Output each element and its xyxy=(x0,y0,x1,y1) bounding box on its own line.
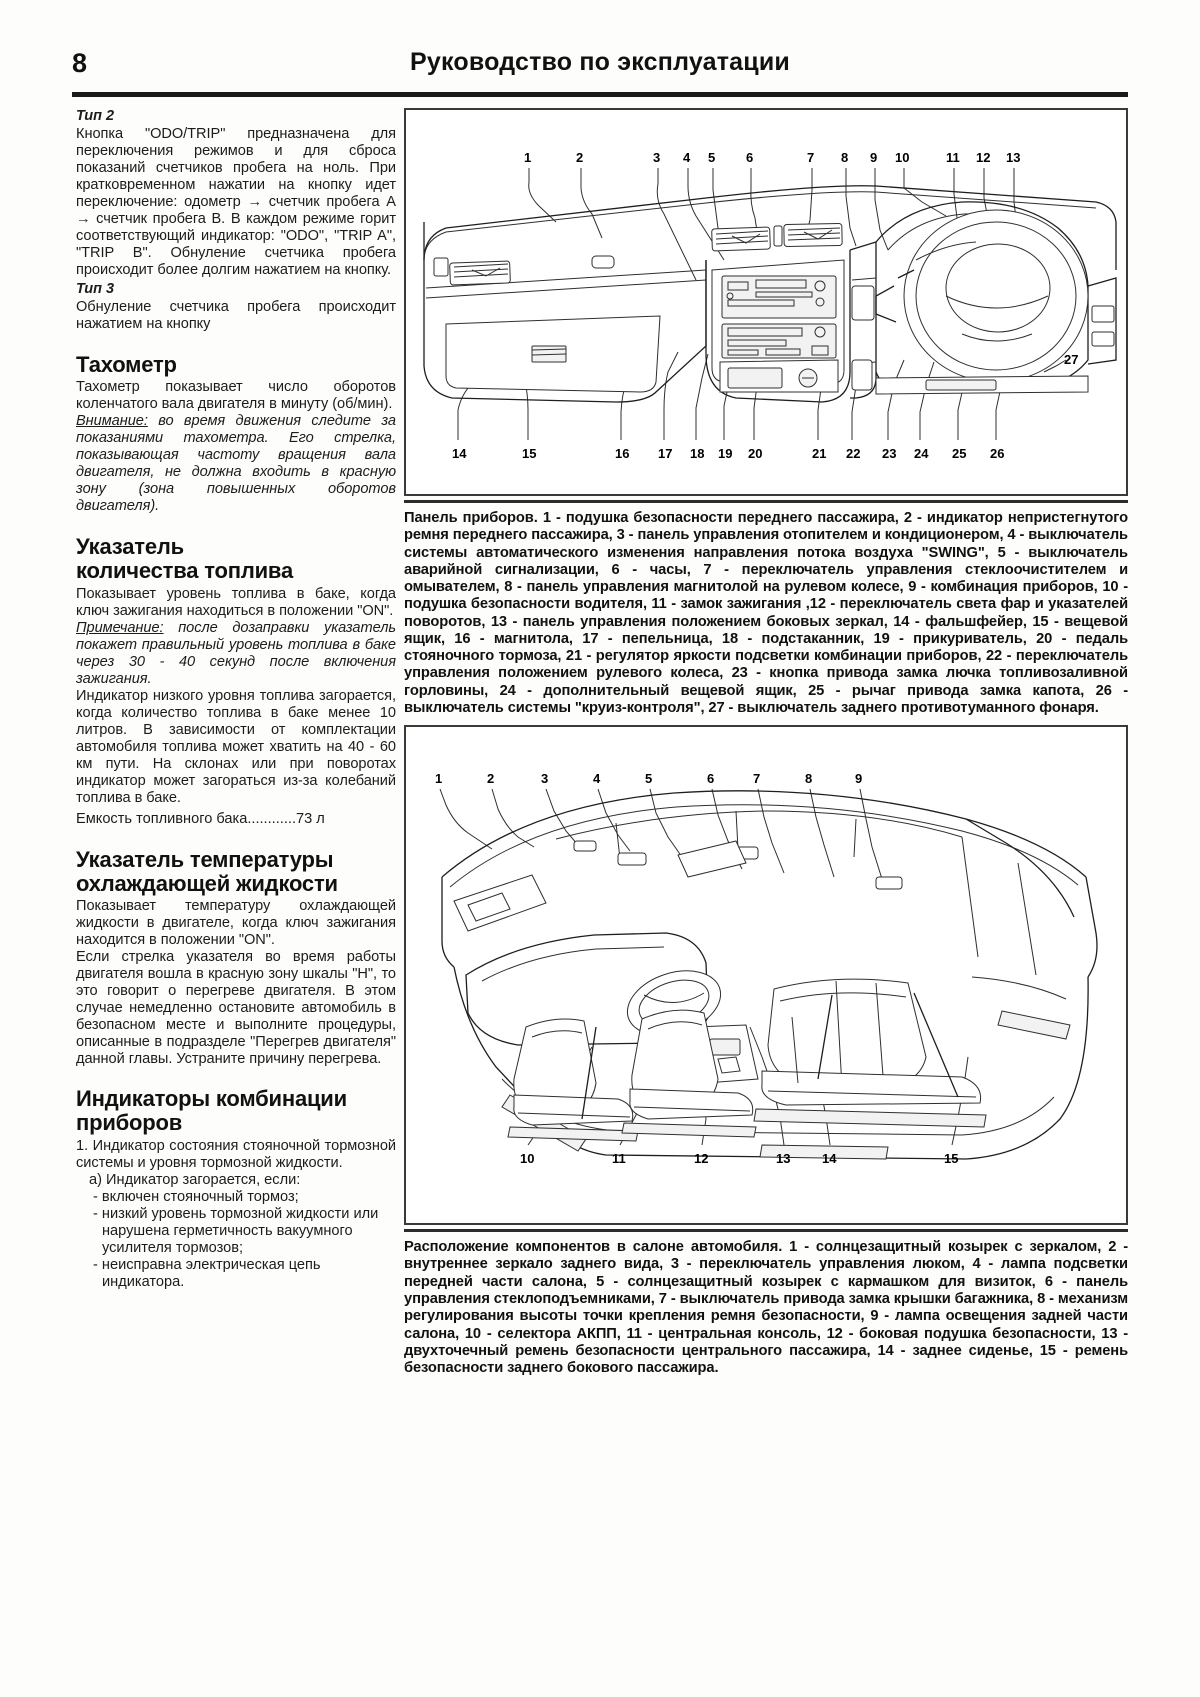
page-header xyxy=(72,48,1128,98)
fuel-gauge-note-text: после дозаправки указатель покажет правильный уровень топлива в баке через 30 - 40 секунд после включения зажигания. xyxy=(76,619,396,687)
interior-callout-15: 15 xyxy=(944,1151,959,1167)
interior-callout-12: 12 xyxy=(694,1151,709,1167)
interior-callout-10: 10 xyxy=(520,1151,535,1167)
right-figure-column xyxy=(404,108,1128,1558)
dashboard-callout-17: 17 xyxy=(658,446,673,461)
fuel-gauge-note-label: Примечание: xyxy=(76,619,164,636)
coolant-gauge-paragraph-2: Если стрелка указателя во время работы двигателя вошла в красную зону шкалы "H", то это говорит о перегреве двигателя. В этом случае немедленно остановите автомобиль в безопасном месте и выполните процедуры, описанные в подразделе "Перегрев двигателя" данной главы. Устраните причину перегрева. xyxy=(76,949,396,1068)
figure-dashboard xyxy=(404,108,1128,496)
coolant-gauge-heading xyxy=(76,848,396,896)
dashboard-callout-22: 22 xyxy=(846,446,861,461)
indicators-heading-line1: Индикаторы комбинации xyxy=(76,1086,347,1112)
dashboard-callout-26: 26 xyxy=(990,446,1005,461)
dashboard-callout-11: 11 xyxy=(946,150,960,165)
fuel-gauge-note xyxy=(76,620,396,688)
dashboard-callout-21: 21 xyxy=(812,446,827,461)
interior-illustration xyxy=(406,727,1126,1223)
dashboard-callout-7: 7 xyxy=(807,150,815,165)
dashboard-callout-27: 27 xyxy=(1064,352,1079,367)
indicators-item-1: 1. Индикатор состояния стояночной тормозной системы и уровня тормозной жидкости. xyxy=(76,1137,396,1171)
dashboard-callout-10: 10 xyxy=(895,150,910,165)
interior-callout-6: 6 xyxy=(707,771,715,787)
indicators-item-1a: а) Индикатор загорается, если: xyxy=(89,1171,301,1188)
interior-callout-4: 4 xyxy=(593,771,601,787)
type2-heading: Тип 2 xyxy=(76,108,115,124)
interior-callout-3: 3 xyxy=(541,771,549,787)
tachometer-heading: Тахометр xyxy=(76,351,177,377)
interior-caption-divider xyxy=(404,1229,1128,1232)
interior-callout-14: 14 xyxy=(822,1151,837,1167)
dashboard-callout-9: 9 xyxy=(870,150,878,165)
page-number: 8 xyxy=(72,48,88,78)
coolant-gauge-paragraph: Показывает температуру охлаждающей жидкости в двигателе, когда ключ зажигания находится в положении "ON". xyxy=(76,898,396,949)
tachometer-note-label: Внимание: xyxy=(76,413,148,430)
interior-callout-8: 8 xyxy=(805,771,813,787)
fuel-gauge-paragraph-2: Индикатор низкого уровня топлива загорается, когда количество топлива в баке менее 10 литров. В зависимости от комплектации автомобиля топлива может хватить на 40 - 60 км пути. На склонах или при поворотах индикатор может загораться из-за колебаний топлива в баке. xyxy=(76,687,396,806)
dashboard-callout-3: 3 xyxy=(653,150,661,165)
dashboard-callout-20: 20 xyxy=(748,446,763,461)
tachometer-note-text: во время движения следите за показаниями тахометра. Его стрелка, показывающая частоту вращения вала двигателя, не должна входить в красную зону (зона повышенных оборотов двигателя). xyxy=(76,413,396,515)
dashboard-callout-5: 5 xyxy=(708,150,716,165)
dashboard-caption-divider xyxy=(404,500,1128,503)
fuel-gauge-heading xyxy=(76,535,396,583)
indicators-heading xyxy=(76,1087,396,1135)
header-divider xyxy=(72,92,1128,97)
dashboard-callout-6: 6 xyxy=(746,150,754,165)
interior-callout-2: 2 xyxy=(487,771,495,787)
dashboard-callout-24: 24 xyxy=(914,446,929,461)
coolant-gauge-heading-line2: охлаждающей жидкости xyxy=(76,870,338,896)
coolant-gauge-heading-line1: Указатель температуры xyxy=(76,846,334,872)
interior-callout-1: 1 xyxy=(435,771,443,787)
indicators-bullet-2: - низкий уровень тормозной жидкости или нарушена герметичность вакуумного усилителя тормозов; xyxy=(93,1205,379,1256)
interior-callout-7: 7 xyxy=(753,771,761,787)
tachometer-paragraph: Тахометр показывает число оборотов коленчатого вала двигателя в минуту (об/мин). xyxy=(76,379,396,413)
figure-interior xyxy=(404,725,1128,1225)
page-title: Руководство по эксплуатации xyxy=(410,48,790,76)
dashboard-callout-8: 8 xyxy=(841,150,849,165)
fuel-gauge-paragraph: Показывает уровень топлива в баке, когда ключ зажигания находиться в положении "ON". xyxy=(76,585,396,619)
fuel-capacity-label: Емкость топливного бака xyxy=(76,810,248,827)
dashboard-callout-16: 16 xyxy=(615,446,630,461)
fuel-capacity-value: 73 л xyxy=(296,810,325,827)
dashboard-callout-19: 19 xyxy=(718,446,733,461)
interior-caption: Расположение компонентов в салоне автомобиля. 1 - солнцезащитный козырек с зеркалом, 2 - внутреннее зеркало заднего вида, 3 - переключатель управления люком, 4 - лампа подсветки передней части салона, 5 - солнцезащитный козырек с кармашком для визиток, 6 - панель управления стеклоподъемниками, 7 - выключатель привода замка крышки багажника, 8 - механизм регулирования высоты точки крепления ремня безопасности, 9 - лампа освещения задней части салона, 10 - селектора АКПП, 11 - центральная консоль, 12 - боковая подушка безопасности, 13 - двухточечный ремень безопасности центрального пассажира, 14 - заднее сиденье, 15 - ремень безопасности заднего бокового пассажира. xyxy=(404,1239,1128,1377)
left-text-column xyxy=(76,108,396,1528)
fuel-capacity-line xyxy=(76,811,396,828)
dashboard-callout-18: 18 xyxy=(690,446,705,461)
dashboard-callout-1: 1 xyxy=(524,150,532,165)
indicators-bullet-1: - включен стояночный тормоз; xyxy=(93,1188,299,1205)
interior-callout-5: 5 xyxy=(645,771,653,787)
dashboard-callout-2: 2 xyxy=(576,150,584,165)
indicators-heading-line2: приборов xyxy=(76,1110,183,1136)
dashboard-callout-25: 25 xyxy=(952,446,967,461)
dashboard-callout-23: 23 xyxy=(882,446,897,461)
dashboard-callout-15: 15 xyxy=(522,446,537,461)
tachometer-note xyxy=(76,413,396,515)
dashboard-illustration xyxy=(406,110,1126,494)
interior-callout-9: 9 xyxy=(855,771,863,787)
fuel-gauge-heading-line2: количества топлива xyxy=(76,558,294,584)
type3-paragraph: Обнуление счетчика пробега происходит нажатием на кнопку xyxy=(76,298,396,332)
type2-paragraph: Кнопка "ODO/TRIP" предназначена для переключения режимов и для сброса показаний счетчиков пробега на ноль. При кратковременном нажатии на кнопку идет переключение: одометр → счетчик пробега А → счетчик пробега В. В каждом режиме горит соответствующий индикатор: "ODO", "TRIP A", "TRIP B". Обнуление счетчика пробега происходит более долгим нажатием на кнопку. xyxy=(76,125,396,278)
dashboard-callout-13: 13 xyxy=(1006,150,1021,165)
indicators-bullet-3: - неисправна электрическая цепь индикатора. xyxy=(93,1256,321,1290)
dashboard-callout-4: 4 xyxy=(683,150,691,165)
dashboard-callout-12: 12 xyxy=(976,150,991,165)
dashboard-callout-14: 14 xyxy=(452,446,467,461)
interior-callout-11: 11 xyxy=(612,1151,626,1167)
type3-heading: Тип 3 xyxy=(76,280,115,297)
interior-callout-13: 13 xyxy=(776,1151,791,1167)
fuel-gauge-heading-line1: Указатель xyxy=(76,534,184,560)
fuel-capacity-dots: ............ xyxy=(247,810,296,827)
dashboard-caption: Панель приборов. 1 - подушка безопасности переднего пассажира, 2 - индикатор непристегнутого ремня переднего пассажира, 3 - панель управления отопителем и кондиционером, 4 - выключатель системы автоматического изменения направления потока воздуха "SWING", 5 - выключатель аварийной сигнализации, 6 - часы, 7 - переключатель управления стеклоочистителем и омывателем, 8 - панель управления магнитолой на рулевом колесе, 9 - комбинация приборов, 10 - подушка безопасности водителя, 11 - замок зажигания ,12 - переключатель света фар и указателей поворотов, 13 - панель управления положением боковых зеркал, 14 - фальшфейер, 15 - вещевой ящик, 16 - магнитола, 17 - пепельница, 18 - подстаканник, 19 - прикуриватель, 20 - педаль стояночного тормоза, 21 - регулятор яркости подсветки комбинации приборов, 22 - переключатель управления положением рулевого колеса, 23 - кнопка привода замка лючка топливозаливной горловины, 24 - дополнительный вещевой ящик, 25 - рычаг привода замка капота, 26 - выключатель системы "круиз-контроля", 27 - выключатель заднего противотуманного фонаря. xyxy=(404,510,1128,716)
